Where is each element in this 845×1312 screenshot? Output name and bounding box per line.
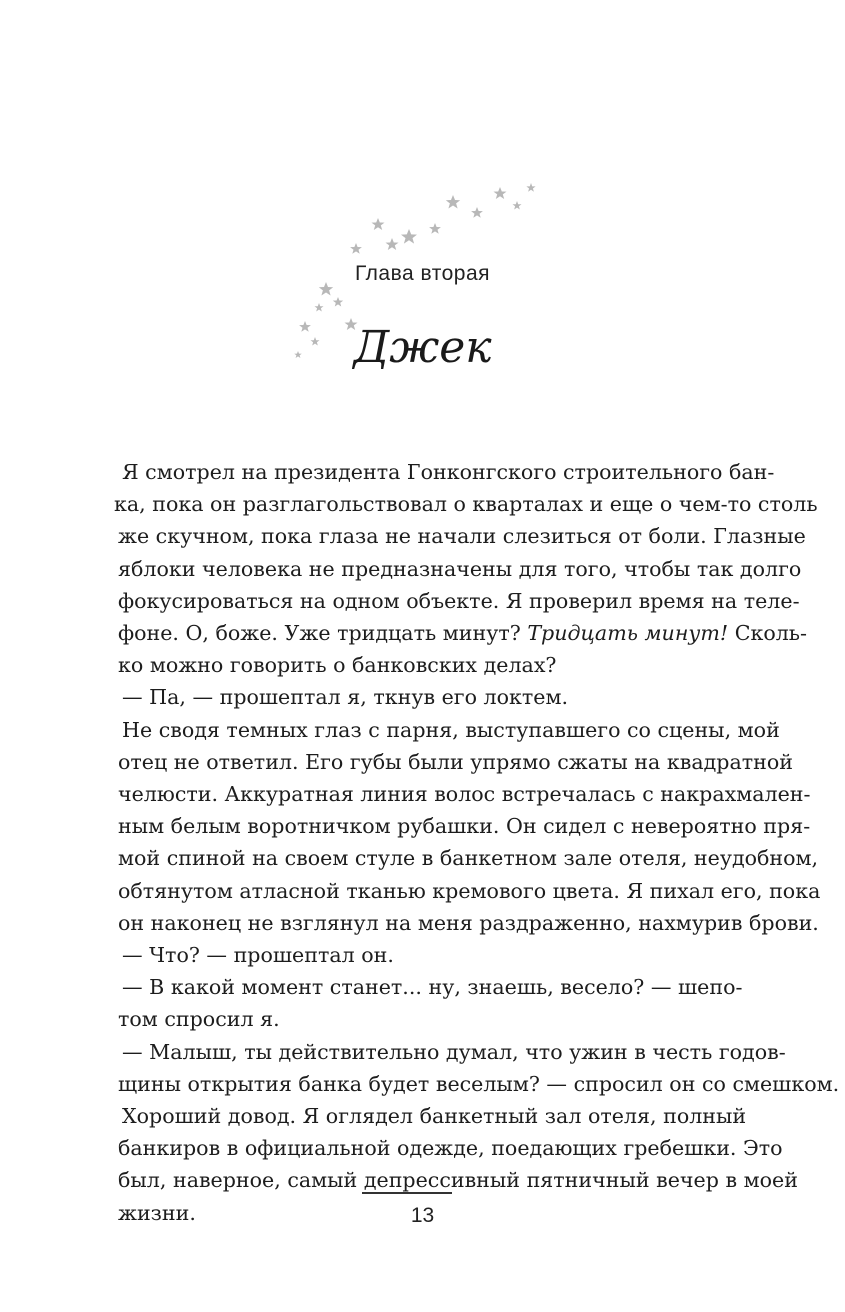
text-line: Я смотрел на президента Гонконгского строительного бан- bbox=[122, 460, 775, 484]
dialogue-line: — Па, — прошептал я, ткнув его локтем. bbox=[122, 685, 569, 710]
star-icon bbox=[471, 207, 483, 218]
text-line: щины открытия банка будет веселым? — спросил он со смешком. bbox=[118, 1071, 840, 1096]
text-line: ка, пока он разглагольствовал о кварталах и еще о чем-то столь bbox=[114, 492, 818, 517]
star-icon bbox=[494, 187, 507, 199]
text-line: был, наверное, самый депрессивный пятничный вечер в моей bbox=[118, 1168, 798, 1193]
star-icon bbox=[401, 229, 417, 244]
text-line: ным белым воротничком рубашки. Он сидел с невероятно пря- bbox=[118, 814, 811, 839]
text-line: мой спиной на своем стуле в банкетном зале отеля, неудобном, bbox=[118, 846, 819, 871]
text-line: отец не ответил. Его губы были упрямо сжаты на квадратной bbox=[118, 749, 793, 774]
chapter-title: Джек bbox=[353, 322, 492, 373]
dialogue-line: — Что? — прошептал он. bbox=[122, 943, 394, 968]
text-line: яблоки человека не предназначены для того, чтобы так долго bbox=[118, 556, 802, 581]
dialogue-line: — В какой момент станет... ну, знаешь, весело? — шепо- bbox=[122, 975, 743, 1000]
text-line: обтянутом атласной тканью кремового цвета. Я пихал его, пока bbox=[118, 878, 821, 903]
page-number: 13 bbox=[410, 1204, 435, 1227]
italic-emphasis: Тридцать минут! bbox=[527, 621, 729, 646]
footer-divider bbox=[362, 1192, 452, 1194]
text-line: он наконец не взглянул на меня раздраженно, нахмурив брови. bbox=[118, 910, 819, 935]
star-icon bbox=[386, 238, 399, 250]
dialogue-line: — Малыш, ты действительно думал, что ужин в честь годов- bbox=[122, 1039, 786, 1064]
star-icon bbox=[350, 243, 362, 254]
star-icon bbox=[429, 223, 441, 234]
text-line: Не сводя темных глаз с парня, выступавшего со сцены, мой bbox=[122, 717, 780, 742]
chapter-label: Глава вторая bbox=[354, 262, 491, 285]
star-icon bbox=[513, 201, 522, 210]
text-span: фоне. О, боже. Уже тридцать минут? bbox=[118, 621, 521, 646]
star-icon bbox=[372, 218, 385, 230]
text-line: же скучном, пока глаза не начали слезиться от боли. Глазные bbox=[118, 524, 806, 549]
star-icon bbox=[446, 195, 460, 209]
star-icon bbox=[315, 303, 324, 312]
text-line: банкиров в официальной одежде, поедающих гребешки. Это bbox=[118, 1136, 783, 1161]
text-line: том спросил я. bbox=[118, 1007, 280, 1032]
text-line: Хороший довод. Я оглядел банкетный зал отеля, полный bbox=[122, 1104, 747, 1129]
star-icon bbox=[526, 183, 535, 192]
text-line: фокусироваться на одном объекте. Я проверил время на теле- bbox=[118, 588, 800, 613]
text-line bbox=[118, 617, 807, 649]
star-icon bbox=[333, 297, 343, 307]
body-text bbox=[114, 456, 840, 1229]
text-line: жизни. bbox=[118, 1200, 196, 1225]
text-line: ко можно говорить о банковских делах? bbox=[118, 653, 557, 678]
text-span: Сколь- bbox=[734, 621, 807, 646]
text-line: челюсти. Аккуратная линия волос встречалась с накрахмален- bbox=[118, 782, 811, 807]
